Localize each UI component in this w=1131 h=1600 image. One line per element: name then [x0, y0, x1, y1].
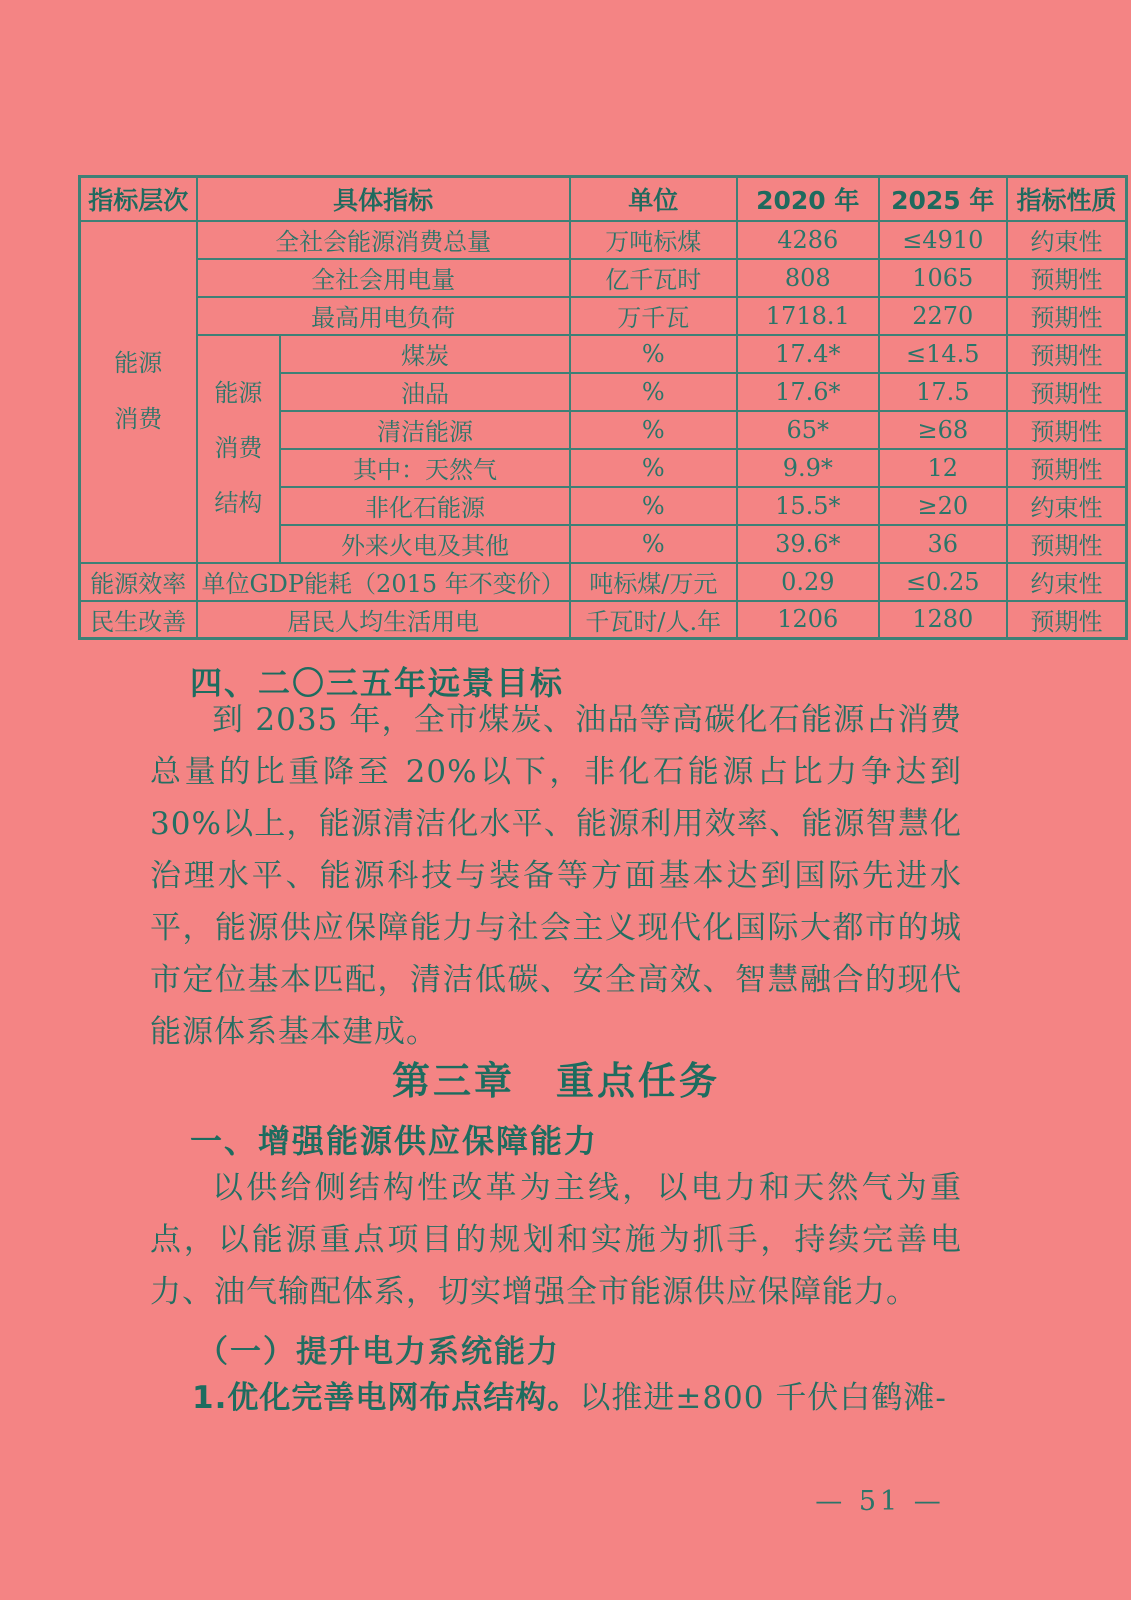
- value-2025-cell: 1065: [879, 259, 1007, 297]
- paragraph-grid-layout: [150, 1372, 962, 1424]
- value-2020-cell: 1206: [737, 601, 879, 639]
- chapter-heading-key-tasks: 第三章 重点任务: [391, 1059, 720, 1103]
- unit-cell: %: [570, 373, 737, 411]
- unit-cell: %: [570, 335, 737, 373]
- nature-cell: 预期性: [1007, 525, 1127, 563]
- value-2020-cell: 1718.1: [737, 297, 879, 335]
- value-2020-cell: 65*: [737, 411, 879, 449]
- indicator-cell: 最高用电负荷: [197, 297, 570, 335]
- value-2025-cell: ≥20: [879, 487, 1007, 525]
- indicator-cell: 清洁能源: [280, 411, 570, 449]
- nature-cell: 预期性: [1007, 411, 1127, 449]
- value-2025-cell: ≥68: [879, 411, 1007, 449]
- section-heading-supply-capacity: 一、增强能源供应保障能力: [190, 1122, 599, 1160]
- table-header-row: [80, 177, 1127, 221]
- section-heading-2035-goals: 四、二〇三五年远景目标: [190, 664, 565, 702]
- value-2025-cell: 12: [879, 449, 1007, 487]
- category-cell-consumption: [80, 221, 197, 563]
- column-header-unit: 单位: [570, 177, 737, 221]
- value-2020-cell: 0.29: [737, 563, 879, 601]
- nature-cell: 预期性: [1007, 601, 1127, 639]
- column-header-2020: 2020 年: [737, 177, 879, 221]
- value-2020-cell: 9.9*: [737, 449, 879, 487]
- nature-cell: 预期性: [1007, 297, 1127, 335]
- nature-cell: 预期性: [1007, 373, 1127, 411]
- value-2020-cell: 39.6*: [737, 525, 879, 563]
- nature-cell: 预期性: [1007, 259, 1127, 297]
- column-header-indicator: 具体指标: [197, 177, 570, 221]
- subsection-heading-power-system: （一）提升电力系统能力: [197, 1334, 560, 1370]
- category-label: 能源消费: [114, 349, 163, 433]
- unit-cell: 吨标煤/万元: [570, 563, 737, 601]
- table-row: [80, 335, 1127, 373]
- table-row: [80, 563, 1127, 601]
- indicator-cell: 全社会能源消费总量: [197, 221, 570, 259]
- nature-cell: 约束性: [1007, 563, 1127, 601]
- category-cell-efficiency: 能源效率: [80, 563, 197, 601]
- unit-cell: %: [570, 411, 737, 449]
- unit-cell: %: [570, 449, 737, 487]
- value-2025-cell: 2270: [879, 297, 1007, 335]
- nature-cell: 预期性: [1007, 449, 1127, 487]
- unit-cell: 千瓦时/人.年: [570, 601, 737, 639]
- unit-cell: %: [570, 487, 737, 525]
- nature-cell: 预期性: [1007, 335, 1127, 373]
- indicator-cell: 居民人均生活用电: [197, 601, 570, 639]
- value-2025-cell: ≤4910: [879, 221, 1007, 259]
- indicator-cell: 油品: [280, 373, 570, 411]
- value-2020-cell: 17.4*: [737, 335, 879, 373]
- value-2025-cell: 36: [879, 525, 1007, 563]
- nature-cell: 约束性: [1007, 487, 1127, 525]
- value-2020-cell: 808: [737, 259, 879, 297]
- indicator-cell: 非化石能源: [280, 487, 570, 525]
- item-text: 以推进±800 千伏白鹤滩-: [579, 1380, 947, 1416]
- column-header-nature: 指标性质: [1007, 177, 1127, 221]
- indicator-cell: 单位GDP能耗（2015 年不变价）: [197, 563, 570, 601]
- value-2020-cell: 17.6*: [737, 373, 879, 411]
- paragraph-2035-goals: 到 2035 年，全市煤炭、油品等高碳化石能源占消费总量的比重降至 20%以下，非化石能源占比力争达到 30%以上，能源清洁化水平、能源利用效率、能源智慧化治理水平、能源科技与装备等方面基本达到国际先进水平，能源供应保障能力与社会主义现代化国际大都市的城市定位基本匹配，清洁低碳、安全高效、智慧融合的现代能源体系基本建成。: [150, 702, 962, 1050]
- table-row: [80, 297, 1127, 335]
- nature-cell: 约束性: [1007, 221, 1127, 259]
- column-header-level: 指标层次: [80, 177, 197, 221]
- category-cell-livelihood: 民生改善: [80, 601, 197, 639]
- paragraph-supply-capacity: 以供给侧结构性改革为主线，以电力和天然气为重点，以能源重点项目的规划和实施为抓手，持续完善电力、油气输配体系，切实增强全市能源供应保障能力。: [150, 1170, 962, 1310]
- category-label: 能源消费结构: [214, 378, 263, 518]
- value-2020-cell: 15.5*: [737, 487, 879, 525]
- energy-indicator-table: [78, 175, 1128, 640]
- table-row: [80, 601, 1127, 639]
- value-2025-cell: 1280: [879, 601, 1007, 639]
- value-2025-cell: 17.5: [879, 373, 1007, 411]
- value-2025-cell: ≤0.25: [879, 563, 1007, 601]
- indicator-cell: 外来火电及其他: [280, 525, 570, 563]
- value-2020-cell: 4286: [737, 221, 879, 259]
- unit-cell: %: [570, 525, 737, 563]
- column-header-2025: 2025 年: [879, 177, 1007, 221]
- indicator-cell: 全社会用电量: [197, 259, 570, 297]
- value-2025-cell: ≤14.5: [879, 335, 1007, 373]
- page-number: — 51 —: [815, 1486, 945, 1517]
- indicator-cell: 其中：天然气: [280, 449, 570, 487]
- table-row: [80, 221, 1127, 259]
- indicator-cell: 煤炭: [280, 335, 570, 373]
- unit-cell: 万吨标煤: [570, 221, 737, 259]
- unit-cell: 亿千瓦时: [570, 259, 737, 297]
- energy-indicator-table-wrap: [78, 175, 1128, 640]
- unit-cell: 万千瓦: [570, 297, 737, 335]
- table-row: [80, 259, 1127, 297]
- item-lead-bold: 1.优化完善电网布点结构。: [192, 1380, 580, 1416]
- category-cell-structure: [197, 335, 281, 563]
